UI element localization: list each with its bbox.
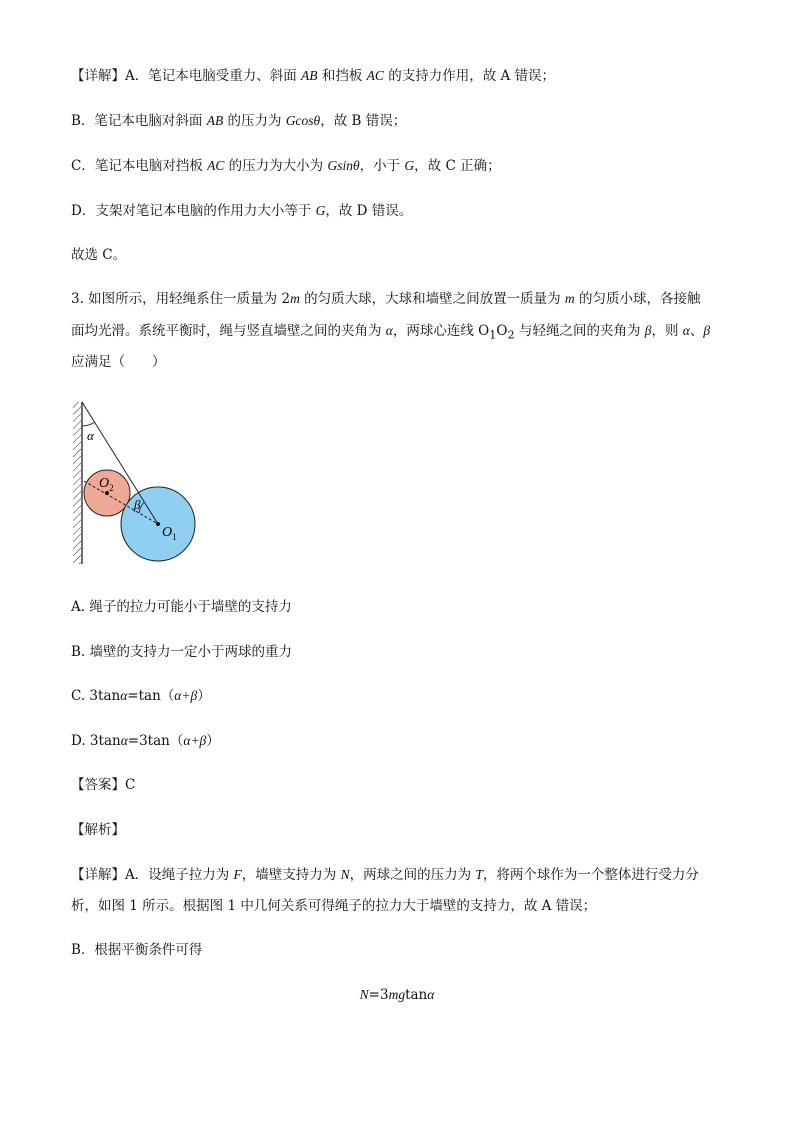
- question-line-2: 面均光滑。系统平衡时，绳与竖直墙壁之间的夹角为 α，两球心连线 $O_1O_2$ 与轻绳之间的夹角为 β，则 α、β: [71, 323, 711, 342]
- alpha-angle-arc: [82, 422, 95, 426]
- answer-line: [71, 776, 135, 794]
- analysis-line-2: 析，如图 1 所示。根据图 1 中几何关系可得绳子的拉力大于墙壁的支持力，故 A 错误；: [71, 898, 597, 914]
- prev-explanation-line-a: 【详解】A．笔记本电脑受重力、斜面 AB 和挡板 AC 的支持力作用，故 A 错误；: [71, 68, 556, 84]
- equation: N=3mgtanα: [359, 987, 435, 1003]
- prev-explanation-line-b: B．笔记本电脑对斜面 AB 的压力为 Gcosθ，故 B 错误；: [71, 113, 407, 129]
- o2-label: $O_2$: [99, 476, 114, 493]
- question-line-1: 3. 如图所示，用轻绳系住一质量为 2m 的匀质大球，大球和墙壁之间放置一质量为 m 的匀质小球，各接触: [71, 291, 701, 307]
- beta-label: β: [134, 497, 141, 512]
- answer-value: C: [125, 777, 136, 793]
- option-c: C. 3tanα=tan（α+β）: [71, 688, 211, 704]
- prev-choice: 故选 C。: [71, 247, 127, 263]
- option-a: A. 绳子的拉力可能小于墙壁的支持力: [71, 599, 292, 615]
- question-line-3: 应满足（ ）: [71, 354, 166, 370]
- alpha-label: α: [87, 428, 94, 443]
- analysis-heading: 【解析】: [71, 822, 125, 838]
- option-d: D. 3tanα=3tan（α+β）: [71, 733, 220, 749]
- option-b: B. 墙壁的支持力一定小于两球的重力: [71, 644, 293, 660]
- prev-explanation-line-c: C．笔记本电脑对挡板 AC 的压力为大小为 Gsinθ，小于 G，故 C 正确；: [71, 158, 501, 174]
- o1-center-dot: [156, 522, 160, 526]
- prev-explanation-line-d: D．支架对笔记本电脑的作用力大小等于 G，故 D 错误。: [71, 203, 413, 219]
- two-balls-figure: [70, 396, 210, 571]
- analysis-line-3: B．根据平衡条件可得: [71, 942, 203, 958]
- o1-label: $O_1$: [162, 525, 177, 542]
- wall-hatching: [73, 402, 81, 564]
- analysis-line-1: 【详解】A．设绳子拉力为 F，墙壁支持力为 N，两球之间的压力为 T，将两个球作为一个整体进行受力分: [71, 867, 699, 883]
- answer-label: 【答案】: [71, 777, 125, 793]
